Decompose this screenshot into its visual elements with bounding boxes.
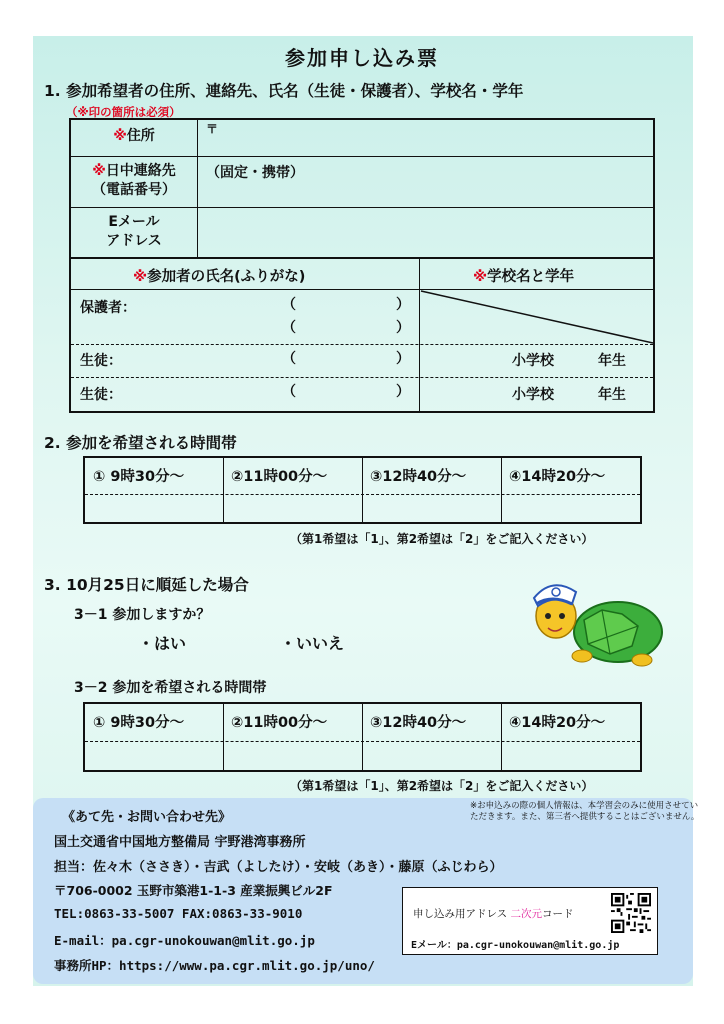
- grade-suffix: 年生: [598, 353, 626, 369]
- paren-close: ）: [396, 351, 410, 367]
- postponed-slot2-field[interactable]: [225, 744, 361, 770]
- student1-name-field[interactable]: [150, 347, 415, 375]
- postal-mark: 〒: [206, 122, 219, 136]
- office-name: 国土交通省中国地方整備局 宇野港湾事務所: [54, 835, 306, 850]
- qr-code-icon[interactable]: [611, 893, 651, 933]
- time-slot-label: ① 9時30分～: [93, 715, 185, 731]
- paren-close: ）: [396, 297, 410, 313]
- required-note: （※印の箇所は必須）: [66, 105, 181, 119]
- student1-school-field[interactable]: [425, 347, 511, 375]
- privacy-notice: ※お申込みの際の個人情報は、本学習会のみに使用させていただきます。また、第三者へ提供することはございません。: [470, 801, 700, 822]
- slot2-choice-field[interactable]: [225, 497, 361, 522]
- time-slot-label: ③12時40分～: [370, 715, 467, 731]
- school-column-header: ※学校名と学年: [473, 269, 575, 285]
- question-3-2: 3－2 参加を希望される時間帯: [74, 680, 267, 696]
- section3-heading: 3. 10月25日に順延した場合: [44, 576, 249, 594]
- time-slot-label: ②11時00分～: [231, 715, 328, 731]
- postponed-slot4-field[interactable]: [503, 744, 639, 770]
- slot4-choice-field[interactable]: [503, 497, 639, 522]
- staff-names: 担当：佐々木（ささき）・吉武（よしたけ）・安岐（あき）・藤原（ふじわら）: [54, 860, 503, 875]
- option-yes[interactable]: ・はい: [138, 634, 187, 653]
- option-no[interactable]: ・いいえ: [280, 634, 345, 653]
- address-field[interactable]: [199, 138, 653, 155]
- time-slot-label: ②11時00分～: [231, 469, 328, 485]
- section1-heading: 1. 参加希望者の住所、連絡先、氏名（生徒・保護者）、学校名・学年: [44, 82, 524, 100]
- phone-label: ※日中連絡先 （電話番号）: [92, 163, 176, 198]
- slot3-choice-field[interactable]: [364, 497, 500, 522]
- paren-open: （: [282, 297, 296, 313]
- time-slot-label: ① 9時30分～: [93, 469, 185, 485]
- page-title: 参加申し込み票: [285, 46, 439, 70]
- paren-open: （: [282, 320, 296, 336]
- contact-email-link[interactable]: E-mail：pa.cgr-unokouwan@mlit.go.jp: [54, 933, 315, 948]
- postponed-slot1-field[interactable]: [86, 744, 222, 770]
- office-address: 〒706-0002 玉野市築港1-1-3 産業振興ビル2F: [54, 883, 333, 898]
- guardian-name-field[interactable]: [150, 293, 415, 341]
- email-label: Eメール アドレス: [106, 214, 162, 249]
- name-column-header: ※参加者の氏名(ふりがな): [133, 269, 306, 285]
- school-cell-diagonal: [419, 289, 655, 345]
- phone-fax: TEL:0863-33-5007 FAX:0863-33-9010: [54, 906, 303, 921]
- contact-heading: 《あて先・お問い合わせ先》: [62, 810, 232, 825]
- qr-caption: 申し込み用アドレス 二次元コード: [413, 908, 574, 920]
- section2-heading: 2. 参加を希望される時間帯: [44, 434, 237, 452]
- time-slot-label: ③12時40分～: [370, 469, 467, 485]
- grade-suffix: 年生: [598, 387, 626, 403]
- student2-school-field[interactable]: [425, 380, 511, 410]
- student-label: 生徒：: [80, 353, 122, 369]
- address-label: ※住所: [113, 128, 155, 144]
- time-slot-label: ④14時20分～: [509, 715, 606, 731]
- preference-note: （第1希望は「1」、第2希望は「2」をご記入ください）: [290, 779, 594, 793]
- turtle-mascot-icon: [522, 570, 672, 674]
- paren-open: （: [282, 351, 296, 367]
- preference-note: （第1希望は「1」、第2希望は「2」をご記入ください）: [290, 532, 594, 546]
- slot1-choice-field[interactable]: [86, 497, 222, 522]
- student-label: 生徒：: [80, 387, 122, 403]
- paren-open: （: [282, 384, 296, 400]
- qr-code-box: [402, 887, 658, 955]
- school-suffix: 小学校: [512, 353, 554, 369]
- paren-close: ）: [396, 384, 410, 400]
- phone-field[interactable]: [199, 182, 653, 205]
- phone-hint: （固定・携帯）: [206, 165, 304, 181]
- office-homepage-link[interactable]: 事務所HP：https://www.pa.cgr.mlit.go.jp/uno/: [54, 958, 375, 973]
- postponed-slot3-field[interactable]: [364, 744, 500, 770]
- question-3-1: 3－1 参加しますか？: [74, 607, 211, 623]
- paren-close: ）: [396, 320, 410, 336]
- time-slot-label: ④14時20分～: [509, 469, 606, 485]
- email-field[interactable]: [199, 209, 653, 257]
- student2-name-field[interactable]: [150, 380, 415, 410]
- guardian-label: 保護者：: [80, 300, 136, 316]
- qr-email: Eメール：pa.cgr-unokouwan@mlit.go.jp: [411, 940, 620, 951]
- school-suffix: 小学校: [512, 387, 554, 403]
